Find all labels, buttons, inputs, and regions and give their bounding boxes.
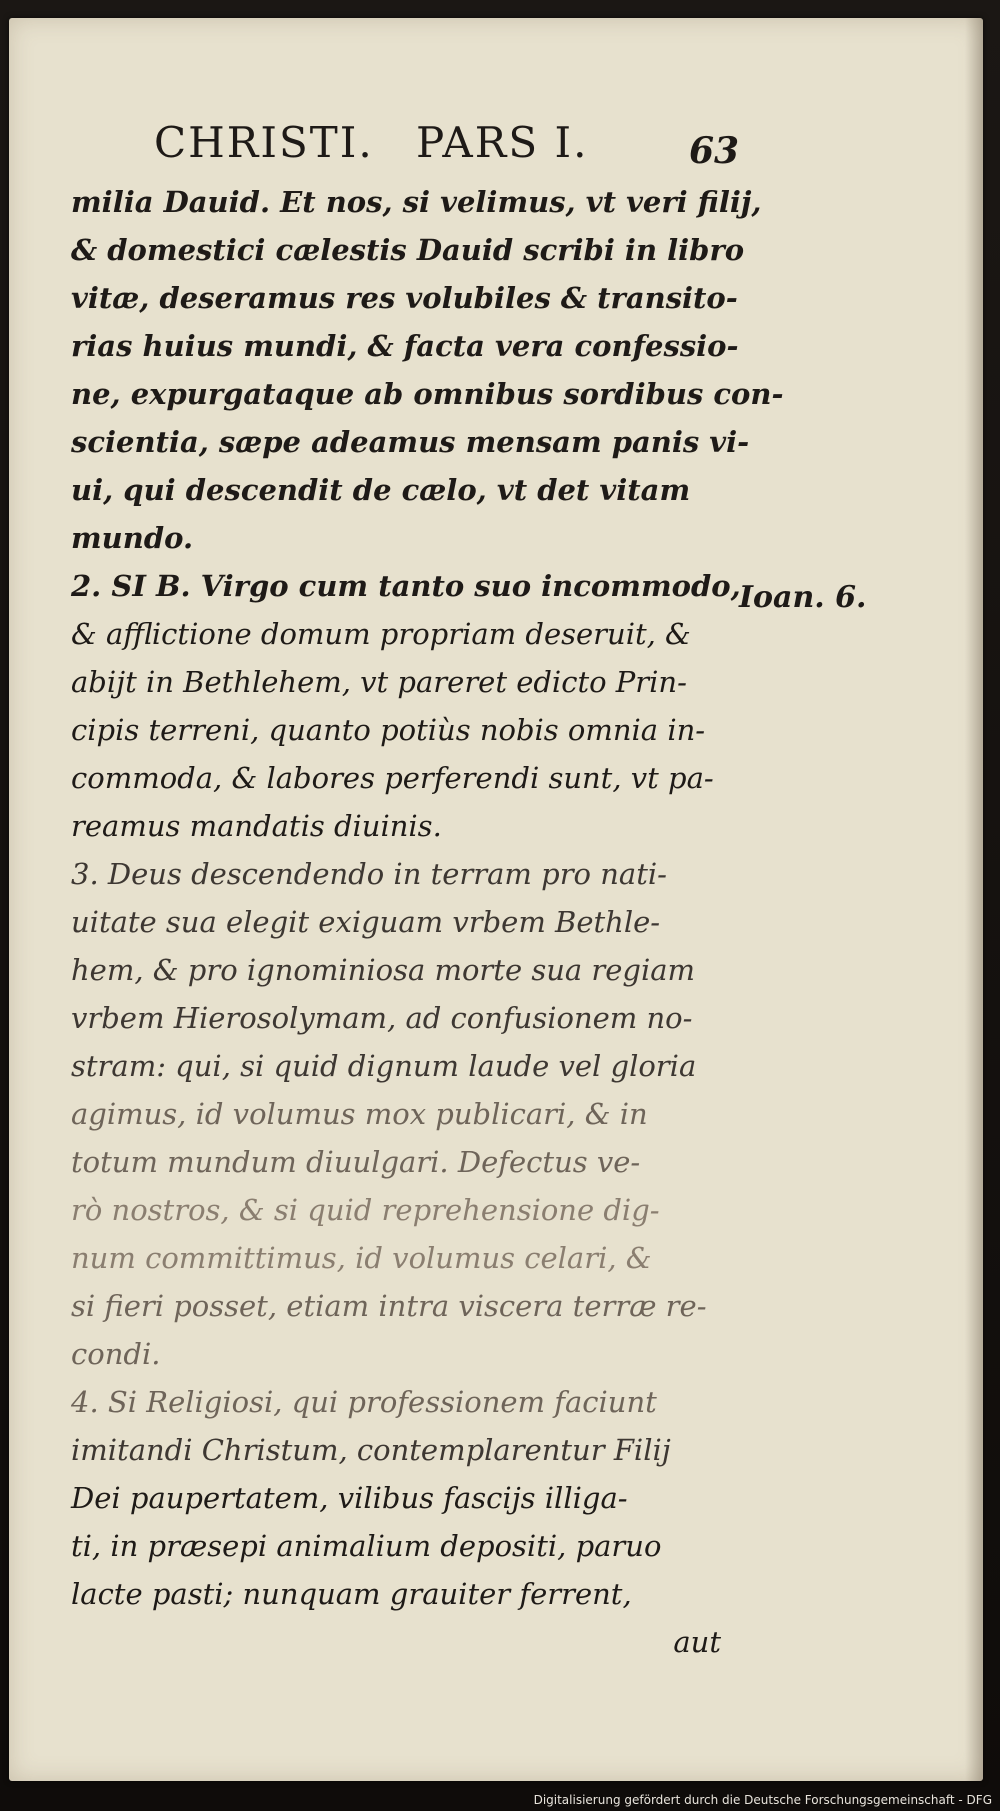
page-number: 63 xyxy=(689,130,740,172)
text-line: & afflictione domum propriam deseruit, & xyxy=(71,617,691,651)
text-line: & domestici cælestis Dauid scribi in libro xyxy=(71,233,745,267)
book-page xyxy=(9,18,983,1781)
text-line: abijt in Bethlehem, vt pareret edicto Prin- xyxy=(71,665,687,699)
catchword: aut xyxy=(673,1625,721,1659)
text-line: cipis terreni, quanto potiùs nobis omnia in- xyxy=(71,713,706,747)
text-line: lacte pasti; nunquam grauiter ferrent, xyxy=(71,1577,632,1611)
text-line: ti, in præsepi animalium depositi, paruo xyxy=(71,1529,662,1563)
text-line: condi. xyxy=(71,1337,161,1371)
body-text xyxy=(71,178,784,1666)
running-head-part: PARS I. xyxy=(416,118,589,167)
text-line: ne, expurgataque ab omnibus sordibus con- xyxy=(71,377,784,411)
digitization-credit: Digitalisierung gefördert durch die Deutsche Forschungsgemeinschaft - DFG xyxy=(533,1793,992,1807)
paragraph-4-start: 4. Si Religiosi, qui professionem faciunt xyxy=(71,1385,657,1419)
text-line: vrbem Hierosolymam, ad confusionem no- xyxy=(71,1001,693,1035)
text-line: scientia, sæpe adeamus mensam panis vi- xyxy=(71,425,750,459)
text-line: uitate sua elegit exiguam vrbem Bethle- xyxy=(71,905,661,939)
text-line: si fieri posset, etiam intra viscera terræ re- xyxy=(71,1289,707,1323)
text-line: agimus, id volumus mox publicari, & in xyxy=(71,1097,648,1131)
text-line: rias huius mundi, & facta vera confessio- xyxy=(71,329,739,363)
paragraph-3-start: 3. Deus descendendo in terram pro nati- xyxy=(71,857,667,891)
text-line: reamus mandatis diuinis. xyxy=(71,809,442,843)
text-line: rò nostros, & si quid reprehensione dig- xyxy=(71,1193,660,1227)
text-line: mundo. xyxy=(71,521,194,555)
text-line: vitæ, deseramus res volubiles & transito- xyxy=(71,281,738,315)
text-line: totum mundum diuulgari. Defectus ve- xyxy=(71,1145,641,1179)
text-line: num committimus, id volumus celari, & xyxy=(71,1241,652,1275)
paragraph-2-start: 2. SI B. Virgo cum tanto suo incommodo, xyxy=(71,569,741,603)
text-line: hem, & pro ignominiosa morte sua regiam xyxy=(71,953,696,987)
text-line: imitandi Christum, contemplarentur Filij xyxy=(71,1433,671,1467)
text-line: commoda, & labores perferendi sunt, vt pa- xyxy=(71,761,714,795)
margin-reference: Ioan. 6. xyxy=(739,580,867,615)
running-head xyxy=(154,118,754,178)
running-head-title: CHRISTI. xyxy=(154,118,374,167)
text-line: Dei paupertatem, vilibus fascijs illiga- xyxy=(71,1481,628,1515)
text-line: stram: qui, si quid dignum laude vel gloria xyxy=(71,1049,697,1083)
text-line: milia Dauid. Et nos, si velimus, vt veri filij, xyxy=(71,185,762,219)
text-line: ui, qui descendit de cælo, vt det vitam xyxy=(71,473,691,507)
